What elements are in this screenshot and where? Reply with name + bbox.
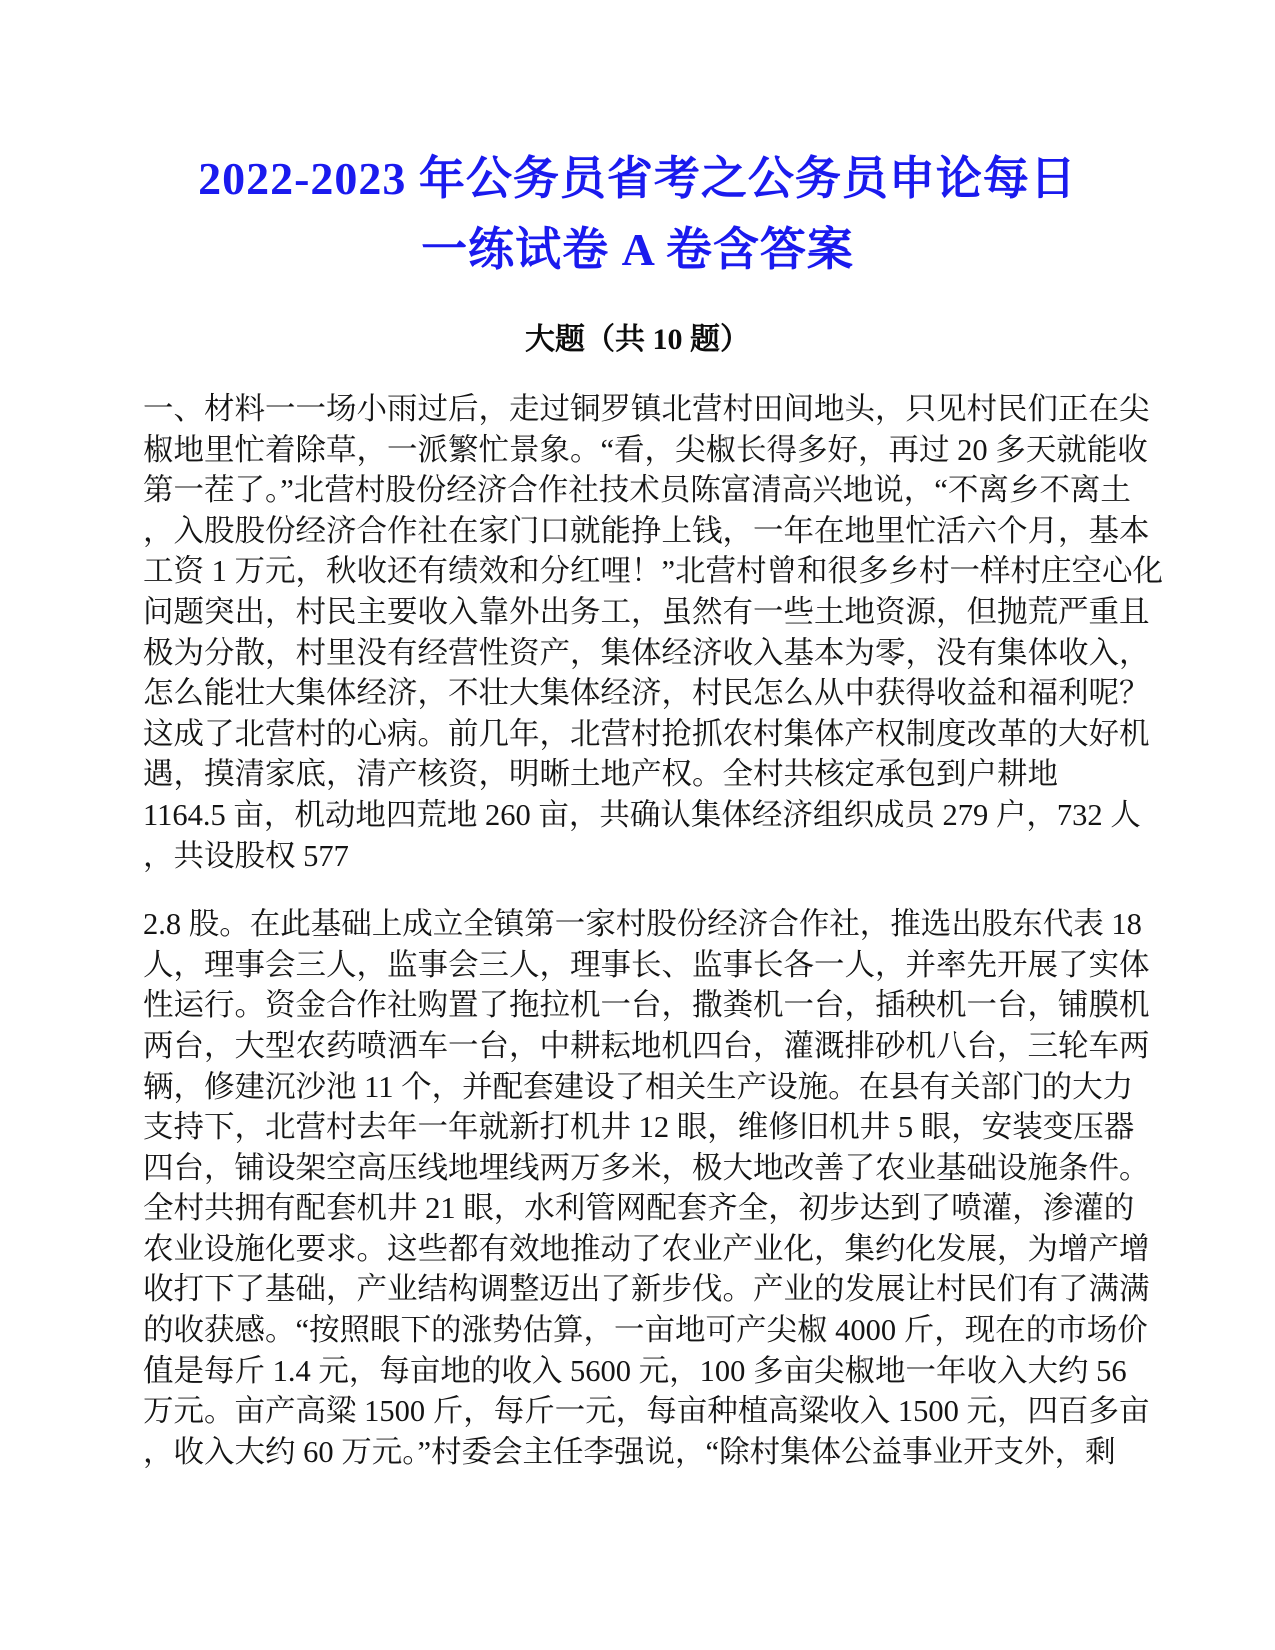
- text-line: ，入股股份经济合作社在家门口就能挣上钱，一年在地里忙活六个月，基本: [143, 513, 1150, 548]
- text-line: 工资 1 万元，秋收还有绩效和分红哩！”北营村曾和很多乡村一样村庄空心化: [143, 554, 1164, 589]
- text-line: 2.8 股。在此基础上成立全镇第一家村股份经济合作社，推选出股东代表 18: [143, 907, 1142, 942]
- text-line: ，收入大约 60 万元。”村委会主任李强说，“除村集体公益事业开支外，剩: [143, 1434, 1116, 1469]
- text-line: 辆，修建沉沙池 11 个，并配套建设了相关生产设施。在县有关部门的大力: [143, 1069, 1134, 1104]
- text-line: 椒地里忙着除草，一派繁忙景象。“看，尖椒长得多好，再过 20 多天就能收: [143, 432, 1148, 467]
- text-line: 四台，铺设架空高压线地埋线两万多米，极大地改善了农业基础设施条件。: [143, 1150, 1150, 1185]
- text-line: 值是每斤 1.4 元，每亩地的收入 5600 元，100 多亩尖椒地一年收入大约 56: [143, 1353, 1127, 1388]
- title-line-2: 一练试卷 A 卷含答案: [421, 224, 854, 275]
- text-line: 农业设施化要求。这些都有效地推动了农业产业化，集约化发展，为增产增: [143, 1231, 1150, 1266]
- paragraph: [143, 904, 1150, 1472]
- text-line: 全村共拥有配套机井 21 眼，水利管网配套齐全，初步达到了喷灌，渗灌的: [143, 1191, 1135, 1226]
- text-line: 的收获感。“按照眼下的涨势估算，一亩地可产尖椒 4000 斤，现在的市场价: [143, 1313, 1148, 1348]
- text-line: 性运行。资金合作社购置了拖拉机一台，撒粪机一台，插秧机一台，铺膜机: [143, 988, 1150, 1023]
- text-line: 收打下了基础，产业结构调整迈出了新步伐。产业的发展让村民们有了满满: [143, 1272, 1150, 1307]
- text-line: 人，理事会三人，监事会三人，理事长、监事长各一人，并率先开展了实体: [143, 947, 1150, 982]
- text-line: 一、材料一一场小雨过后，走过铜罗镇北营村田间地头，只见村民们正在尖: [143, 392, 1150, 426]
- document-body: [143, 389, 1164, 1472]
- section-heading: 大题（共 10 题）: [525, 323, 750, 356]
- title-line-1: 2022-2023 年公务员省考之公务员申论每日: [198, 153, 1077, 204]
- text-line: 这成了北营村的心病。前几年，北营村抢抓农村集体产权制度改革的大好机: [143, 716, 1150, 751]
- text-line: 1164.5 亩，机动地四荒地 260 亩，共确认集体经济组织成员 279 户，732 人: [143, 797, 1141, 832]
- text-line: 遇，摸清家底，清产核资，明晰土地产权。全村共核定承包到户耕地: [143, 757, 1058, 792]
- text-line: 第一茬了。”北营村股份经济合作社技术员陈富清高兴地说，“不离乡不离土: [143, 473, 1131, 508]
- text-line: 两台，大型农药喷洒车一台，中耕耘地机四台，灌溉排砂机八台，三轮车两: [143, 1028, 1150, 1063]
- text-line: ，共设股权 577: [143, 838, 349, 873]
- document-title: [0, 0, 1275, 285]
- text-line: 万元。亩产高粱 1500 斤，每斤一元，每亩种植高粱收入 1500 元，四百多亩: [143, 1394, 1150, 1429]
- text-line: 怎么能壮大集体经济，不壮大集体经济，村民怎么从中获得收益和福利呢？: [143, 676, 1150, 711]
- text-line: 支持下，北营村去年一年就新打机井 12 眼，维修旧机井 5 眼，安装变压器: [143, 1110, 1135, 1145]
- text-line: 问题突出，村民主要收入靠外出务工，虽然有一些土地资源，但抛荒严重且: [143, 594, 1150, 629]
- paragraph: [143, 389, 1164, 876]
- text-line: 极为分散，村里没有经营性资产，集体经济收入基本为零，没有集体收入，: [143, 635, 1150, 670]
